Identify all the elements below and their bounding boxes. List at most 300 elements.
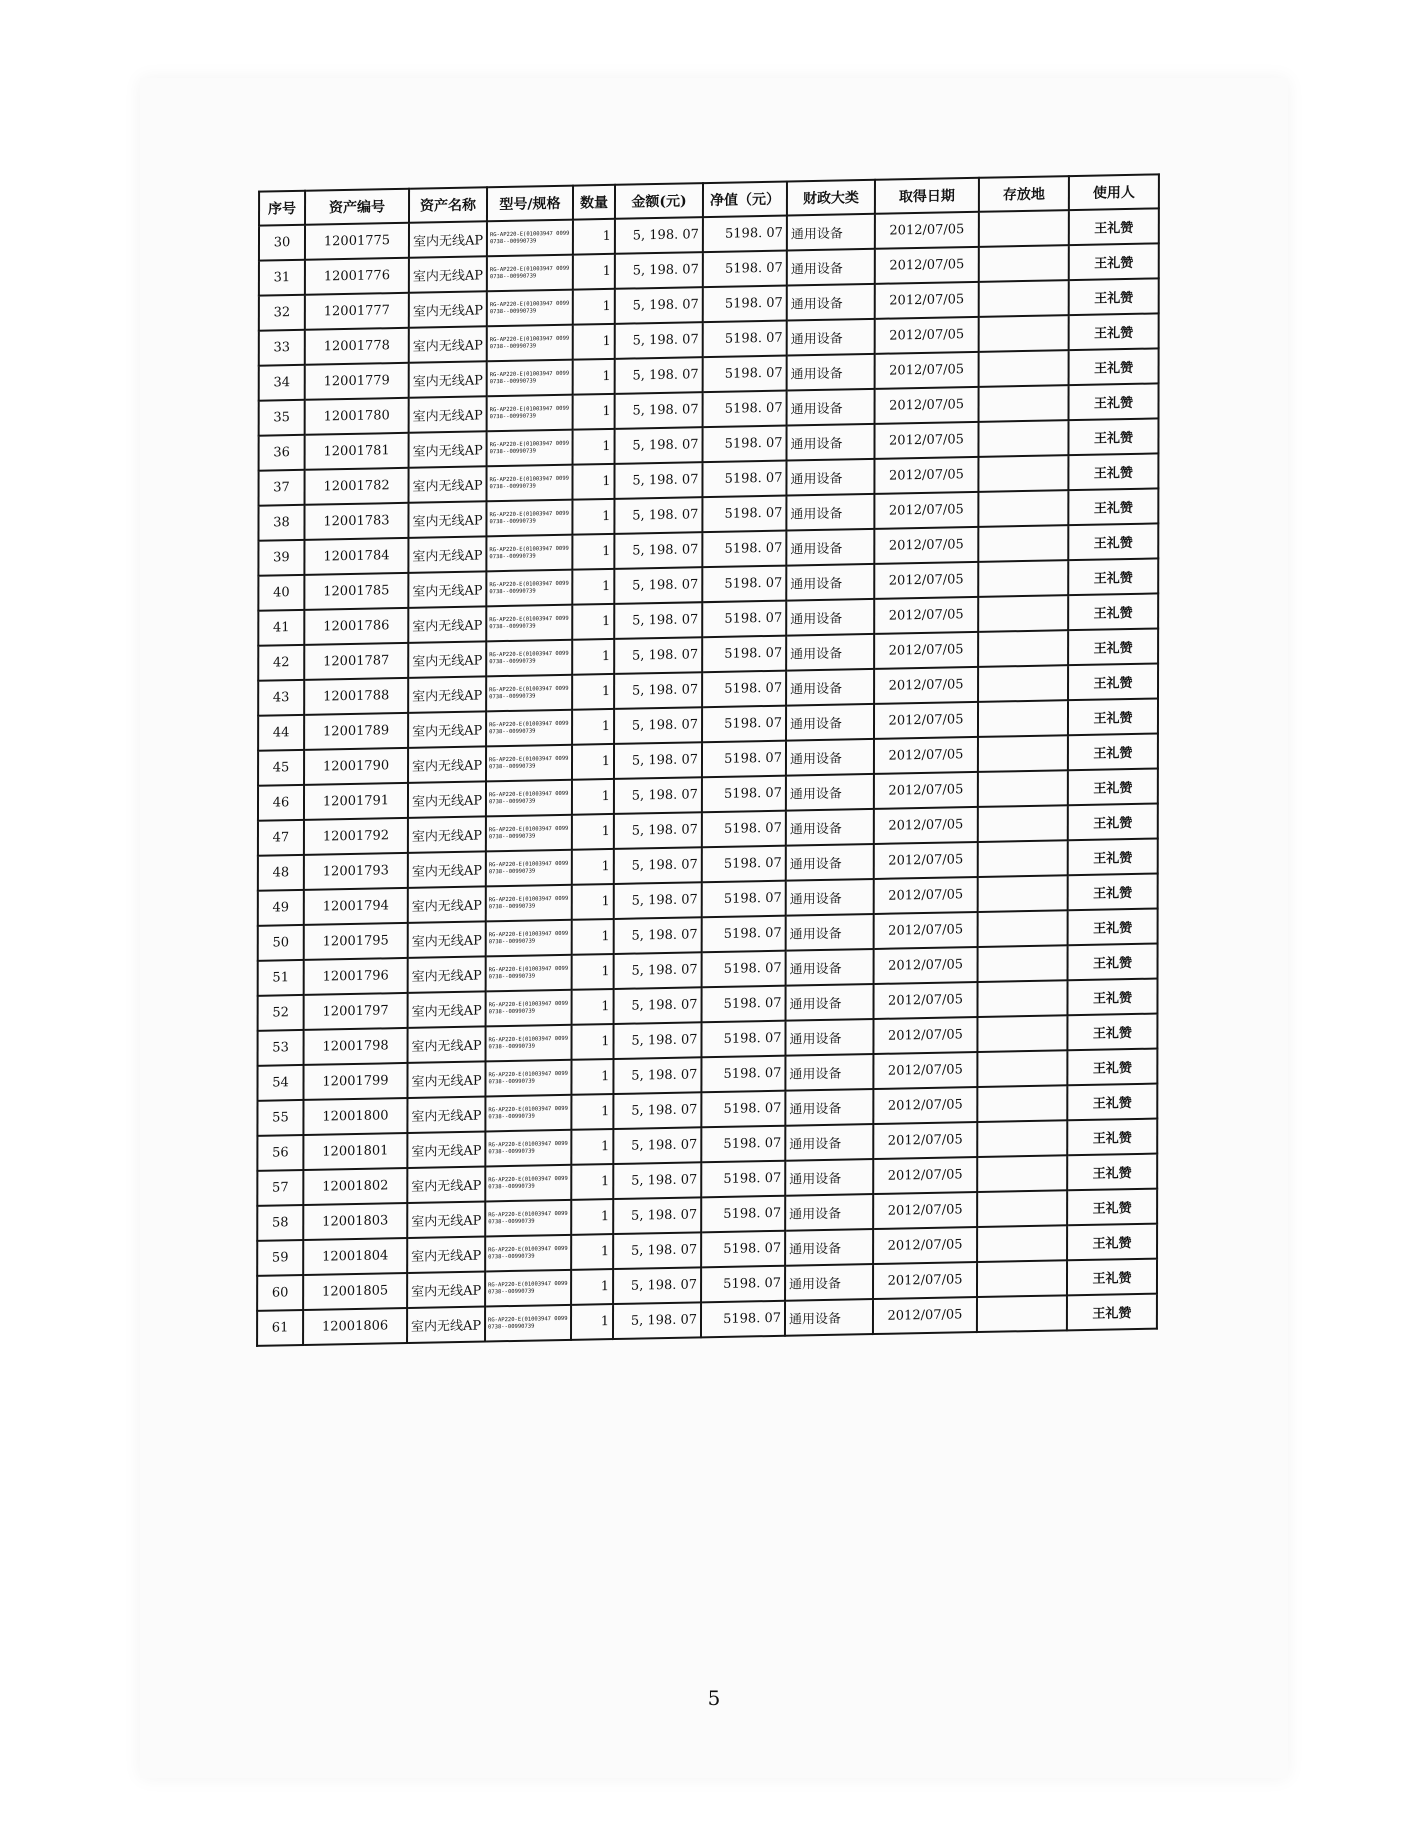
- cell-location: [979, 280, 1069, 317]
- cell-seq: 30: [259, 225, 305, 261]
- cell-acquired-date: 2012/07/05: [874, 772, 978, 809]
- cell-user: 王礼赞: [1068, 874, 1158, 911]
- cell-net-value: 5198. 07: [701, 1021, 785, 1058]
- cell-model-spec: RG-AP220-E(01003947 00990738--00990739: [486, 570, 572, 607]
- cell-category: 通用设备: [786, 704, 874, 741]
- cell-asset-name: 室内无线AP: [407, 1096, 485, 1133]
- cell-seq: 58: [257, 1205, 303, 1241]
- cell-asset-code: 12001790: [304, 748, 408, 785]
- cell-user: 王礼赞: [1068, 418, 1158, 455]
- cell-amount: 5, 198. 07: [615, 252, 703, 289]
- cell-category: 通用设备: [786, 774, 874, 811]
- cell-location: [978, 455, 1068, 492]
- cell-amount: 5, 198. 07: [614, 847, 702, 884]
- cell-seq: 50: [258, 925, 304, 961]
- cell-net-value: 5198. 07: [703, 356, 787, 393]
- cell-asset-code: 12001781: [305, 433, 409, 470]
- cell-asset-name: 室内无线AP: [408, 711, 486, 748]
- cell-quantity: 1: [571, 1199, 613, 1235]
- cell-amount: 5, 198. 07: [614, 497, 702, 534]
- cell-acquired-date: 2012/07/05: [873, 1122, 977, 1159]
- cell-category: 通用设备: [787, 319, 875, 356]
- cell-user: 王礼赞: [1068, 558, 1158, 595]
- cell-asset-code: 12001778: [305, 328, 409, 365]
- cell-acquired-date: 2012/07/05: [875, 387, 979, 424]
- cell-category: 通用设备: [787, 214, 875, 251]
- cell-asset-code: 12001780: [305, 398, 409, 435]
- cell-amount: 5, 198. 07: [613, 1197, 701, 1234]
- cell-location: [978, 910, 1068, 947]
- cell-net-value: 5198. 07: [701, 1161, 785, 1198]
- cell-quantity: 1: [573, 219, 615, 255]
- cell-seq: 54: [257, 1065, 303, 1101]
- cell-net-value: 5198. 07: [701, 1301, 785, 1338]
- cell-asset-name: 室内无线AP: [409, 221, 487, 258]
- cell-asset-name: 室内无线AP: [407, 1271, 485, 1308]
- cell-location: [979, 315, 1069, 352]
- cell-user: 王礼赞: [1068, 839, 1158, 876]
- cell-amount: 5, 198. 07: [614, 987, 702, 1024]
- cell-location: [979, 350, 1069, 387]
- cell-model-spec: RG-AP220-E(01003947 00990738--00990739: [486, 745, 572, 782]
- cell-seq: 43: [258, 680, 304, 716]
- cell-asset-name: 室内无线AP: [409, 361, 487, 398]
- cell-asset-code: 12001786: [304, 608, 408, 645]
- asset-table: [256, 173, 1160, 1347]
- cell-acquired-date: 2012/07/05: [874, 912, 978, 949]
- cell-amount: 5, 198. 07: [613, 1267, 701, 1304]
- cell-seq: 60: [257, 1275, 303, 1311]
- cell-acquired-date: 2012/07/05: [874, 842, 978, 879]
- cell-category: 通用设备: [786, 949, 874, 986]
- cell-category: 通用设备: [786, 564, 874, 601]
- cell-user: 王礼赞: [1067, 1119, 1157, 1156]
- cell-seq: 51: [258, 960, 304, 996]
- cell-category: 通用设备: [786, 634, 874, 671]
- cell-asset-code: 12001801: [303, 1133, 407, 1170]
- header-seq: 序号: [259, 191, 305, 226]
- cell-acquired-date: 2012/07/05: [875, 212, 979, 249]
- cell-user: 王礼赞: [1067, 1189, 1157, 1226]
- cell-net-value: 5198. 07: [702, 986, 786, 1023]
- cell-seq: 41: [258, 610, 304, 646]
- cell-seq: 39: [258, 540, 304, 576]
- cell-location: [977, 1015, 1067, 1052]
- cell-amount: 5, 198. 07: [613, 1232, 701, 1269]
- header-category: 财政大类: [787, 180, 875, 216]
- cell-model-spec: RG-AP220-E(01003947 00990738--00990739: [485, 1305, 571, 1342]
- cell-asset-name: 室内无线AP: [408, 746, 486, 783]
- cell-seq: 45: [258, 750, 304, 786]
- cell-asset-name: 室内无线AP: [409, 256, 487, 293]
- cell-category: 通用设备: [786, 459, 874, 496]
- cell-amount: 5, 198. 07: [614, 637, 702, 674]
- cell-category: 通用设备: [786, 529, 874, 566]
- cell-model-spec: RG-AP220-E(01003947 00990738--00990739: [486, 920, 572, 957]
- cell-asset-name: 室内无线AP: [407, 1131, 485, 1168]
- cell-asset-code: 12001789: [304, 713, 408, 750]
- cell-net-value: 5198. 07: [702, 636, 786, 673]
- cell-category: 通用设备: [786, 809, 874, 846]
- cell-acquired-date: 2012/07/05: [874, 562, 978, 599]
- cell-seq: 53: [258, 1030, 304, 1066]
- cell-asset-code: 12001798: [304, 1028, 408, 1065]
- cell-amount: 5, 198. 07: [613, 1302, 701, 1339]
- cell-category: 通用设备: [786, 844, 874, 881]
- cell-user: 王礼赞: [1068, 944, 1158, 981]
- cell-model-spec: RG-AP220-E(01003947 00990738--00990739: [487, 430, 573, 467]
- cell-user: 王礼赞: [1068, 663, 1158, 700]
- cell-asset-code: 12001777: [305, 293, 409, 330]
- cell-acquired-date: 2012/07/05: [873, 1297, 977, 1334]
- cell-user: 王礼赞: [1068, 523, 1158, 560]
- cell-model-spec: RG-AP220-E(01003947 00990738--00990739: [486, 640, 572, 677]
- cell-user: 王礼赞: [1067, 1049, 1157, 1086]
- cell-location: [978, 875, 1068, 912]
- cell-asset-name: 室内无线AP: [408, 676, 486, 713]
- cell-net-value: 5198. 07: [702, 776, 786, 813]
- cell-category: 通用设备: [787, 284, 875, 321]
- cell-user: 王礼赞: [1068, 698, 1158, 735]
- cell-category: 通用设备: [785, 1054, 873, 1091]
- cell-model-spec: RG-AP220-E(01003947 00990738--00990739: [487, 255, 573, 292]
- cell-location: [977, 1050, 1067, 1087]
- cell-model-spec: RG-AP220-E(01003947 00990738--00990739: [486, 990, 572, 1027]
- cell-asset-code: 12001795: [304, 923, 408, 960]
- cell-quantity: 1: [571, 1094, 613, 1130]
- cell-amount: 5, 198. 07: [615, 427, 703, 464]
- cell-asset-code: 12001806: [303, 1308, 407, 1345]
- cell-location: [978, 665, 1068, 702]
- cell-quantity: 1: [572, 814, 614, 850]
- cell-amount: 5, 198. 07: [614, 917, 702, 954]
- cell-model-spec: RG-AP220-E(01003947 00990738--00990739: [486, 955, 572, 992]
- cell-seq: 56: [257, 1135, 303, 1171]
- cell-seq: 49: [258, 890, 304, 926]
- cell-location: [978, 945, 1068, 982]
- cell-net-value: 5198. 07: [701, 1196, 785, 1233]
- cell-amount: 5, 198. 07: [614, 462, 702, 499]
- cell-quantity: 1: [572, 709, 614, 745]
- header-model-spec: 型号/规格: [487, 186, 573, 222]
- cell-location: [977, 1295, 1067, 1332]
- cell-quantity: 1: [572, 534, 614, 570]
- cell-user: 王礼赞: [1068, 628, 1158, 665]
- cell-asset-code: 12001800: [303, 1098, 407, 1135]
- cell-quantity: 1: [573, 324, 615, 360]
- cell-acquired-date: 2012/07/05: [875, 282, 979, 319]
- cell-quantity: 1: [571, 1129, 613, 1165]
- cell-quantity: 1: [572, 884, 614, 920]
- cell-user: 王礼赞: [1067, 1084, 1157, 1121]
- cell-quantity: 1: [572, 919, 614, 955]
- cell-location: [978, 490, 1068, 527]
- cell-asset-name: 室内无线AP: [408, 921, 486, 958]
- cell-location: [977, 1190, 1067, 1227]
- cell-category: 通用设备: [786, 879, 874, 916]
- cell-user: 王礼赞: [1067, 1224, 1157, 1261]
- cell-amount: 5, 198. 07: [615, 217, 703, 254]
- cell-seq: 55: [257, 1100, 303, 1136]
- cell-amount: 5, 198. 07: [613, 1127, 701, 1164]
- cell-user: 王礼赞: [1069, 208, 1159, 245]
- cell-amount: 5, 198. 07: [613, 1022, 701, 1059]
- cell-user: 王礼赞: [1069, 313, 1159, 350]
- cell-acquired-date: 2012/07/05: [874, 597, 978, 634]
- cell-amount: 5, 198. 07: [614, 707, 702, 744]
- cell-asset-name: 室内无线AP: [408, 571, 486, 608]
- cell-net-value: 5198. 07: [703, 391, 787, 428]
- cell-asset-name: 室内无线AP: [408, 991, 486, 1028]
- cell-seq: 34: [259, 365, 305, 401]
- cell-seq: 46: [258, 785, 304, 821]
- cell-net-value: 5198. 07: [702, 811, 786, 848]
- cell-asset-code: 12001804: [303, 1238, 407, 1275]
- cell-net-value: 5198. 07: [701, 1091, 785, 1128]
- cell-model-spec: RG-AP220-E(01003947 00990738--00990739: [486, 815, 572, 852]
- cell-net-value: 5198. 07: [703, 216, 787, 253]
- cell-asset-name: 室内无线AP: [408, 781, 486, 818]
- cell-acquired-date: 2012/07/05: [873, 1017, 977, 1054]
- cell-asset-name: 室内无线AP: [408, 886, 486, 923]
- cell-category: 通用设备: [786, 669, 874, 706]
- cell-asset-code: 12001791: [304, 783, 408, 820]
- cell-model-spec: RG-AP220-E(01003947 00990738--00990739: [485, 1165, 571, 1202]
- cell-category: 通用设备: [787, 389, 875, 426]
- cell-asset-name: 室内无线AP: [409, 291, 487, 328]
- cell-net-value: 5198. 07: [702, 671, 786, 708]
- cell-asset-code: 12001776: [305, 258, 409, 295]
- cell-user: 王礼赞: [1068, 803, 1158, 840]
- header-asset-code: 资产编号: [305, 189, 409, 225]
- cell-location: [978, 595, 1068, 632]
- cell-seq: 48: [258, 855, 304, 891]
- cell-user: 王礼赞: [1069, 383, 1159, 420]
- cell-quantity: 1: [572, 849, 614, 885]
- cell-acquired-date: 2012/07/05: [874, 702, 978, 739]
- cell-category: 通用设备: [785, 1194, 873, 1231]
- cell-net-value: 5198. 07: [701, 1126, 785, 1163]
- cell-quantity: 1: [572, 989, 614, 1025]
- cell-net-value: 5198. 07: [703, 426, 787, 463]
- header-acquired-date: 取得日期: [875, 178, 979, 214]
- cell-amount: 5, 198. 07: [614, 882, 702, 919]
- cell-asset-code: 12001782: [305, 468, 409, 505]
- cell-location: [978, 770, 1068, 807]
- cell-asset-code: 12001796: [304, 958, 408, 995]
- cell-asset-code: 12001787: [304, 643, 408, 680]
- cell-amount: 5, 198. 07: [615, 287, 703, 324]
- cell-seq: 57: [257, 1170, 303, 1206]
- cell-net-value: 5198. 07: [703, 286, 787, 323]
- cell-amount: 5, 198. 07: [614, 812, 702, 849]
- cell-user: 王礼赞: [1069, 243, 1159, 280]
- cell-net-value: 5198. 07: [702, 846, 786, 883]
- cell-user: 王礼赞: [1068, 453, 1158, 490]
- cell-acquired-date: 2012/07/05: [874, 457, 978, 494]
- cell-amount: 5, 198. 07: [613, 1057, 701, 1094]
- cell-quantity: 1: [572, 744, 614, 780]
- cell-amount: 5, 198. 07: [614, 602, 702, 639]
- cell-user: 王礼赞: [1067, 1259, 1157, 1296]
- header-asset-name: 资产名称: [409, 187, 487, 223]
- cell-net-value: 5198. 07: [701, 1266, 785, 1303]
- cell-location: [978, 525, 1068, 562]
- cell-category: 通用设备: [786, 424, 874, 461]
- cell-quantity: 1: [573, 359, 615, 395]
- cell-asset-code: 12001784: [304, 538, 408, 575]
- cell-model-spec: RG-AP220-E(01003947 00990738--00990739: [486, 605, 572, 642]
- cell-asset-name: 室内无线AP: [408, 851, 486, 888]
- cell-net-value: 5198. 07: [702, 531, 786, 568]
- cell-user: 王礼赞: [1068, 909, 1158, 946]
- cell-amount: 5, 198. 07: [614, 952, 702, 989]
- cell-model-spec: RG-AP220-E(01003947 00990738--00990739: [486, 500, 572, 537]
- cell-model-spec: RG-AP220-E(01003947 00990738--00990739: [486, 885, 572, 922]
- cell-acquired-date: 2012/07/05: [874, 422, 978, 459]
- cell-quantity: 1: [571, 1164, 613, 1200]
- cell-asset-name: 室内无线AP: [408, 816, 486, 853]
- cell-net-value: 5198. 07: [702, 496, 786, 533]
- cell-model-spec: RG-AP220-E(01003947 00990738--00990739: [486, 850, 572, 887]
- cell-quantity: 1: [572, 464, 614, 500]
- cell-category: 通用设备: [787, 354, 875, 391]
- cell-location: [978, 700, 1068, 737]
- cell-net-value: 5198. 07: [701, 1056, 785, 1093]
- cell-amount: 5, 198. 07: [615, 322, 703, 359]
- cell-location: [977, 1155, 1067, 1192]
- cell-user: 王礼赞: [1067, 979, 1157, 1016]
- cell-acquired-date: 2012/07/05: [874, 947, 978, 984]
- cell-quantity: 1: [571, 1234, 613, 1270]
- cell-acquired-date: 2012/07/05: [874, 667, 978, 704]
- cell-user: 王礼赞: [1068, 488, 1158, 525]
- cell-model-spec: RG-AP220-E(01003947 00990738--00990739: [487, 360, 573, 397]
- cell-amount: 5, 198. 07: [615, 392, 703, 429]
- cell-location: [979, 245, 1069, 282]
- cell-acquired-date: 2012/07/05: [874, 737, 978, 774]
- cell-asset-name: 室内无线AP: [408, 641, 486, 678]
- cell-asset-code: 12001793: [304, 853, 408, 890]
- cell-seq: 40: [258, 575, 304, 611]
- cell-asset-name: 室内无线AP: [408, 536, 486, 573]
- cell-acquired-date: 2012/07/05: [874, 807, 978, 844]
- cell-asset-name: 室内无线AP: [407, 1236, 485, 1273]
- cell-asset-code: 12001779: [305, 363, 409, 400]
- cell-model-spec: RG-AP220-E(01003947 00990738--00990739: [486, 710, 572, 747]
- cell-quantity: 1: [572, 674, 614, 710]
- cell-acquired-date: 2012/07/05: [873, 1262, 977, 1299]
- cell-amount: 5, 198. 07: [614, 672, 702, 709]
- cell-seq: 38: [258, 505, 304, 541]
- cell-asset-code: 12001788: [304, 678, 408, 715]
- cell-asset-code: 12001792: [304, 818, 408, 855]
- cell-asset-code: 12001794: [304, 888, 408, 925]
- cell-quantity: 1: [573, 429, 615, 465]
- page-number: 5: [707, 1686, 721, 1710]
- cell-asset-code: 12001805: [303, 1273, 407, 1310]
- cell-amount: 5, 198. 07: [614, 532, 702, 569]
- cell-acquired-date: 2012/07/05: [873, 1192, 977, 1229]
- cell-seq: 31: [259, 260, 305, 296]
- cell-acquired-date: 2012/07/05: [874, 877, 978, 914]
- cell-seq: 42: [258, 645, 304, 681]
- header-location: 存放地: [979, 176, 1069, 212]
- cell-location: [978, 560, 1068, 597]
- cell-user: 王礼赞: [1067, 1014, 1157, 1051]
- cell-model-spec: RG-AP220-E(01003947 00990738--00990739: [485, 1235, 571, 1272]
- cell-user: 王礼赞: [1068, 768, 1158, 805]
- cell-seq: 47: [258, 820, 304, 856]
- cell-model-spec: RG-AP220-E(01003947 00990738--00990739: [486, 1025, 572, 1062]
- cell-quantity: 1: [573, 289, 615, 325]
- cell-net-value: 5198. 07: [702, 916, 786, 953]
- cell-category: 通用设备: [786, 599, 874, 636]
- cell-acquired-date: 2012/07/05: [875, 247, 979, 284]
- header-quantity: 数量: [573, 185, 615, 220]
- cell-location: [978, 420, 1068, 457]
- cell-net-value: 5198. 07: [702, 706, 786, 743]
- cell-amount: 5, 198. 07: [614, 567, 702, 604]
- cell-asset-name: 室内无线AP: [407, 1061, 485, 1098]
- cell-asset-name: 室内无线AP: [407, 1307, 485, 1344]
- cell-seq: 33: [259, 330, 305, 366]
- cell-acquired-date: 2012/07/05: [874, 492, 978, 529]
- cell-location: [978, 630, 1068, 667]
- cell-quantity: 1: [572, 604, 614, 640]
- cell-acquired-date: 2012/07/05: [874, 527, 978, 564]
- cell-quantity: 1: [572, 569, 614, 605]
- cell-net-value: 5198. 07: [703, 321, 787, 358]
- cell-category: 通用设备: [787, 249, 875, 286]
- cell-category: 通用设备: [785, 1299, 873, 1336]
- cell-asset-name: 室内无线AP: [408, 956, 486, 993]
- cell-location: [978, 840, 1068, 877]
- cell-model-spec: RG-AP220-E(01003947 00990738--00990739: [485, 1130, 571, 1167]
- cell-asset-code: 12001802: [303, 1168, 407, 1205]
- cell-model-spec: RG-AP220-E(01003947 00990738--00990739: [487, 325, 573, 362]
- cell-category: 通用设备: [786, 984, 874, 1021]
- cell-amount: 5, 198. 07: [614, 742, 702, 779]
- cell-location: [978, 805, 1068, 842]
- cell-net-value: 5198. 07: [701, 1231, 785, 1268]
- cell-category: 通用设备: [786, 914, 874, 951]
- cell-location: [977, 980, 1067, 1017]
- cell-asset-name: 室内无线AP: [408, 501, 486, 538]
- cell-location: [977, 1260, 1067, 1297]
- cell-model-spec: RG-AP220-E(01003947 00990738--00990739: [486, 675, 572, 712]
- cell-model-spec: RG-AP220-E(01003947 00990738--00990739: [487, 395, 573, 432]
- cell-quantity: 1: [572, 499, 614, 535]
- cell-acquired-date: 2012/07/05: [875, 317, 979, 354]
- cell-model-spec: RG-AP220-E(01003947 00990738--00990739: [486, 465, 572, 502]
- cell-amount: 5, 198. 07: [613, 1092, 701, 1129]
- cell-asset-code: 12001783: [304, 503, 408, 540]
- cell-asset-code: 12001775: [305, 223, 409, 260]
- cell-net-value: 5198. 07: [702, 461, 786, 498]
- cell-model-spec: RG-AP220-E(01003947 00990738--00990739: [485, 1060, 571, 1097]
- cell-quantity: 1: [571, 1269, 613, 1305]
- header-amount: 金额(元): [615, 183, 703, 219]
- cell-asset-code: 12001803: [303, 1203, 407, 1240]
- cell-asset-name: 室内无线AP: [407, 1166, 485, 1203]
- cell-user: 王礼赞: [1068, 593, 1158, 630]
- cell-model-spec: RG-AP220-E(01003947 00990738--00990739: [486, 535, 572, 572]
- cell-asset-name: 室内无线AP: [409, 396, 487, 433]
- cell-model-spec: RG-AP220-E(01003947 00990738--00990739: [485, 1200, 571, 1237]
- cell-model-spec: RG-AP220-E(01003947 00990738--00990739: [487, 290, 573, 327]
- cell-seq: 52: [258, 995, 304, 1031]
